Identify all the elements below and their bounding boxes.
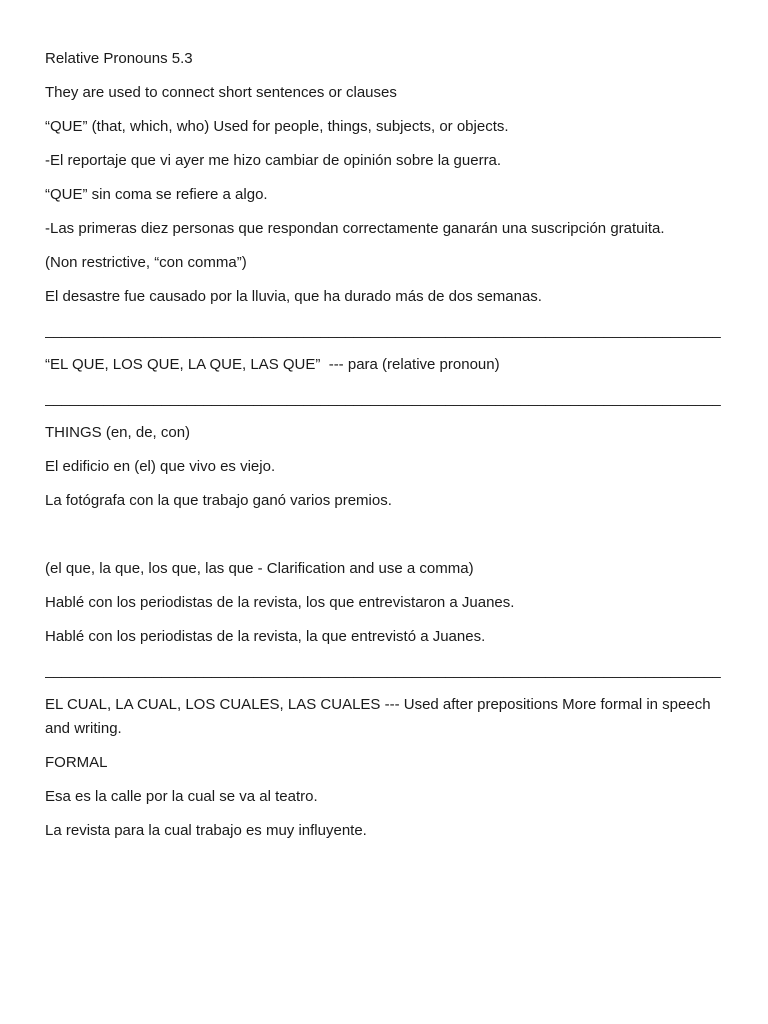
example-sentence: La revista para la cual trabajo es muy influyente.: [45, 822, 367, 839]
text-line: They are used to connect short sentences or clauses: [45, 84, 397, 101]
divider-line: _________________________________________________________________________________: [45, 390, 721, 407]
example-sentence: Hablé con los periodistas de la revista, la que entrevistó a Juanes.: [45, 628, 486, 645]
text-line: “QUE” (that, which, who) Used for people, things, subjects, or objects.: [45, 118, 509, 135]
divider-line: _________________________________________________________________________________: [45, 322, 721, 339]
section-heading: “EL QUE, LOS QUE, LA QUE, LAS QUE” --- para (relative pronoun): [45, 356, 500, 373]
example-sentence: El desastre fue causado por la lluvia, que ha durado más de dos semanas.: [45, 288, 542, 305]
text-line: “QUE” sin coma se refiere a algo.: [45, 186, 268, 203]
example-sentence: La fotógrafa con la que trabajo ganó varios premios.: [45, 492, 392, 509]
example-sentence: El edificio en (el) que vivo es viejo.: [45, 458, 276, 475]
example-sentence: Hablé con los periodistas de la revista, los que entrevistaron a Juanes.: [45, 594, 515, 611]
text-line: (el que, la que, los que, las que - Clarification and use a comma): [45, 560, 474, 577]
example-sentence: -El reportaje que vi ayer me hizo cambiar de opinión sobre la guerra.: [45, 152, 502, 169]
example-sentence: -Las primeras diez personas que respondan correctamente ganarán una suscripción gratuita.: [45, 220, 665, 237]
blank-space: [45, 523, 725, 557]
text-line: (Non restrictive, “con comma”): [45, 254, 247, 271]
example-sentence: Esa es la calle por la cual se va al teatro.: [45, 788, 318, 805]
text-line: FORMAL: [45, 754, 108, 771]
document-title: Relative Pronouns 5.3: [45, 50, 193, 67]
section-heading: THINGS (en, de, con): [45, 424, 191, 441]
divider-line: _________________________________________________________________________________: [45, 662, 721, 679]
document-page: [45, 47, 725, 853]
section-heading: EL CUAL, LA CUAL, LOS CUALES, LAS CUALES --- Used after prepositions More formal in speech and writing.: [45, 696, 711, 737]
